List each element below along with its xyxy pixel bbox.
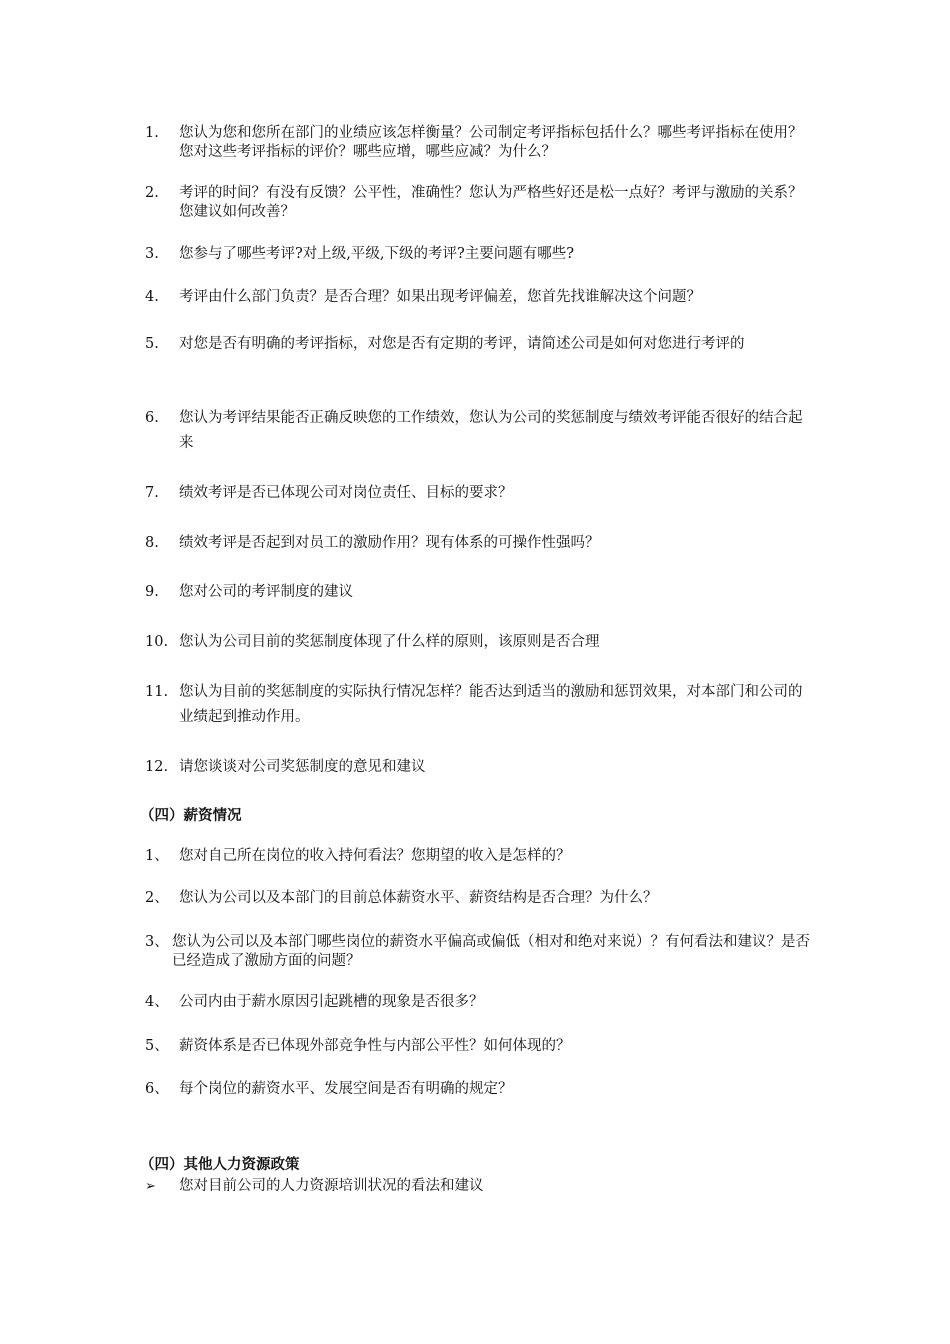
question-number: 5. (145, 336, 159, 352)
question-number: 1. (145, 125, 159, 141)
question-text: 您对自己所在岗位的收入持何看法？您期望的收入是怎样的？ (179, 848, 571, 864)
question-text: 薪资体系是否已体现外部竞争性与内部公平性？如何体现的？ (179, 1038, 571, 1054)
question-item (145, 484, 810, 503)
question-text: 考评由什么部门负责？是否合理？如果出现考评偏差，您首先找谁解决这个问题？ (179, 289, 701, 305)
question-item (145, 534, 810, 553)
question-text: 绩效考评是否已体现公司对岗位责任、目标的要求？ (179, 485, 513, 501)
salary-question-item (145, 933, 810, 971)
salary-question-item (145, 889, 810, 908)
question-item (145, 184, 810, 222)
question-text: 您参与了哪些考评?对上级,平级,下级的考评?主要问题有哪些? (179, 246, 575, 262)
question-number: 1、 (145, 848, 169, 864)
question-item (145, 288, 810, 307)
question-item (145, 406, 810, 456)
salary-question-item (145, 1037, 810, 1056)
question-number: 3. (145, 246, 159, 262)
question-item (145, 583, 810, 602)
question-text: 对您是否有明确的考评指标，对您是否有定期的考评，请简述公司是如何对您进行考评的 (179, 336, 745, 352)
question-item (145, 332, 810, 357)
question-number: 5、 (145, 1038, 169, 1054)
list-item (145, 1177, 484, 1196)
question-number: 9. (145, 584, 159, 600)
question-text: 绩效考评是否起到对员工的激励作用？现有体系的可操作性强吗？ (179, 535, 600, 551)
question-text: 您对公司的考评制度的建议 (179, 584, 353, 600)
question-number: 12. (145, 759, 169, 775)
question-text: 您认为目前的奖惩制度的实际执行情况怎样？能否达到适当的激励和惩罚效果，对本部门和公司的业绩起到推动作用。 (179, 684, 803, 725)
question-text: 您认为公司目前的奖惩制度体现了什么样的原则，该原则是否合理 (179, 634, 600, 650)
question-number: 3、 (145, 934, 169, 950)
question-item (145, 245, 810, 264)
question-item (145, 758, 810, 777)
question-number: 2. (145, 185, 159, 201)
question-number: 10. (145, 634, 169, 650)
question-number: 4. (145, 289, 159, 305)
arrowhead-bullet-icon: ➢ (145, 1179, 156, 1194)
salary-question-item (145, 847, 810, 866)
question-number: 2、 (145, 890, 169, 906)
question-text: 请您谈谈对公司奖惩制度的意见和建议 (179, 759, 426, 775)
section-heading-salary: （四）薪资情况 (140, 808, 242, 824)
question-number: 7. (145, 485, 159, 501)
question-number: 4、 (145, 994, 169, 1010)
question-text: 您认为您和您所在部门的业绩应该怎样衡量？公司制定考评指标包括什么？哪些考评指标在使用？您对这些考评指标的评价？哪些应增，哪些应减？为什么？ (179, 125, 803, 160)
question-item (145, 633, 810, 652)
question-text: 每个岗位的薪资水平、发展空间是否有明确的规定？ (179, 1081, 513, 1097)
list-item-text: 您对目前公司的人力资源培训状况的看法和建议 (179, 1178, 484, 1194)
question-text: 您认为公司以及本部门哪些岗位的薪资水平偏高或偏低（相对和绝对来说）？有何看法和建议？是否已经造成了激励方面的问题？ (172, 934, 810, 969)
question-number: 6、 (145, 1081, 169, 1097)
section-heading-other-hr-policies: （四）其他人力资源政策 (140, 1157, 300, 1173)
question-number: 6. (145, 410, 159, 426)
question-text: 公司内由于薪水原因引起跳槽的现象是否很多？ (179, 994, 484, 1010)
question-number: 8. (145, 535, 159, 551)
question-item (145, 124, 810, 162)
question-item (145, 680, 810, 730)
question-number: 11. (145, 684, 169, 700)
question-text: 您认为公司以及本部门的目前总体薪资水平、薪资结构是否合理？为什么？ (179, 890, 658, 906)
salary-question-item (145, 993, 810, 1012)
question-text: 考评的时间？有没有反馈？公平性，准确性？您认为严格些好还是松一点好？考评与激励的关系？您建议如何改善？ (179, 185, 803, 220)
salary-question-item (145, 1080, 810, 1099)
question-text: 您认为考评结果能否正确反映您的工作绩效，您认为公司的奖惩制度与绩效考评能否很好的结合起来 (179, 410, 803, 451)
